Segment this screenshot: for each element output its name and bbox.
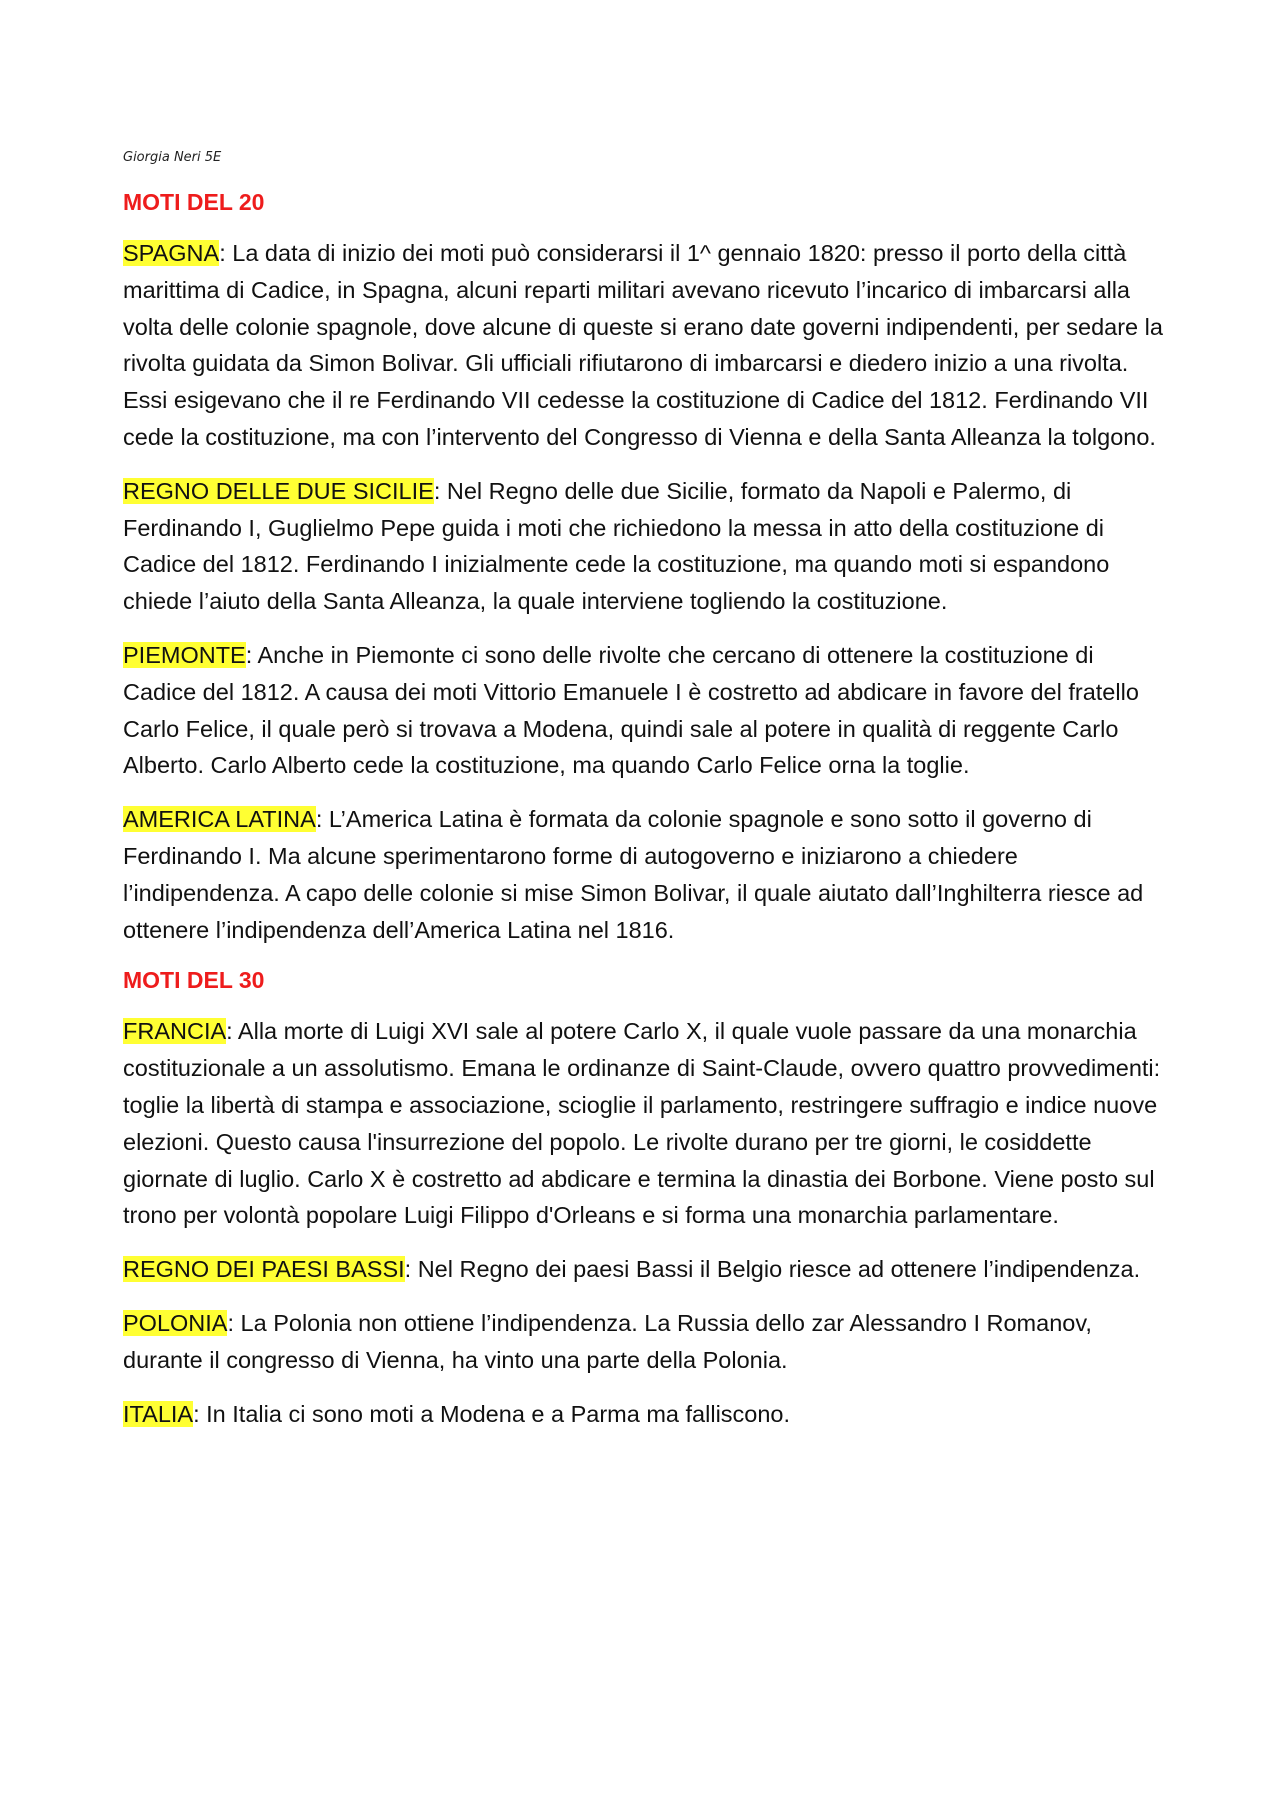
paragraph-spagna (123, 235, 1173, 456)
keyword-highlight: POLONIA (123, 1309, 228, 1336)
keyword-highlight: REGNO DEI PAESI BASSI (123, 1256, 405, 1283)
paragraph-text: : L’America Latina è formata da colonie spagnole e sono sotto il governo di Ferdinando I. Ma alcune sperimentarono forme di autogoverno e iniziarono a chiedere l’indipendenza. A capo delle colonie si mise Simon Bolivar, il quale aiutato dall’Inghilterra riesce ad ottenere l’indipendenza dell’America Latina nel 1816. (123, 806, 1144, 943)
keyword-highlight: SPAGNA (123, 240, 220, 266)
keyword-highlight: FRANCIA (123, 1018, 227, 1045)
paragraph-america-latina (123, 801, 1173, 948)
paragraph-text: : In Italia ci sono moti a Modena e a Parma ma falliscono. (193, 1400, 791, 1427)
document-page (123, 150, 1173, 1449)
paragraph-text: : Nel Regno dei paesi Bassi il Belgio riesce ad ottenere l’indipendenza. (404, 1256, 1141, 1283)
paragraph-regno-due-sicilie (123, 473, 1173, 620)
paragraph-piemonte (123, 637, 1173, 784)
paragraph-francia (123, 1013, 1173, 1234)
keyword-highlight: REGNO DELLE DUE SICILIE (123, 477, 434, 504)
keyword-highlight: AMERICA LATINA (123, 806, 316, 833)
keyword-highlight: PIEMONTE (123, 641, 246, 668)
section-title-moti-20: MOTI DEL 20 (123, 189, 265, 215)
paragraph-text: : Anche in Piemonte ci sono delle rivolte che cercano di ottenere la costituzione di Cadice del 1812. A causa dei moti Vittorio Emanuele I è costretto ad abdicare in favore del fratello Carlo Felice, il quale però si trovava a Modena, quindi sale al potere in qualità di reggente Carlo Alberto. Carlo Alberto cede la costituzione, ma quando Carlo Felice orna la toglie. (123, 641, 1139, 779)
paragraph-text: : La Polonia non ottiene l’indipendenza. La Russia dello zar Alessandro I Romanov, durante il congresso di Vienna, ha vinto una parte della Polonia. (123, 1309, 1092, 1373)
paragraph-regno-paesi-bassi (123, 1251, 1173, 1288)
paragraph-text: : Nel Regno delle due Sicilie, formato da Napoli e Palermo, di Ferdinando I, Guglielmo Pepe guida i moti che richiedono la messa in atto della costituzione di Cadice del 1812. Ferdinando I inizialmente cede la costituzione, ma quando moti si espandono chiede l’aiuto della Santa Alleanza, la quale interviene togliendo la costituzione. (123, 477, 1110, 615)
keyword-highlight: ITALIA (123, 1400, 194, 1427)
author-line: Giorgia Neri 5E (123, 150, 222, 165)
paragraph-text: : Alla morte di Luigi XVI sale al potere Carlo X, il quale vuole passare da una monarchia costituzionale a un assolutismo. Emana le ordinanze di Saint-Claude, ovvero quattro provvedimenti: toglie la libertà di stampa e associazione, scioglie il parlamento, restringere suffragio e indice nuove elezioni. Questo causa l'insurrezione del popolo. Le rivolte durano per tre giorni, le cosiddette giornate di luglio. Carlo X è costretto ad abdicare e termina la dinastia dei Borbone. Viene posto sul trono per volontà popolare Luigi Filippo d'Orleans e si forma una monarchia parlamentare. (123, 1018, 1161, 1229)
section-title-moti-30: MOTI DEL 30 (123, 967, 265, 994)
paragraph-polonia (123, 1305, 1173, 1379)
paragraph-text: : La data di inizio dei moti può considerarsi il 1^ gennaio 1820: presso il porto della città marittima di Cadice, in Spagna, alcuni reparti militari avevano ricevuto l’incarico di imbarcarsi alla volta delle colonie spagnole, dove alcune di queste si erano date governi indipendenti, per sedare la rivolta guidata da Simon Bolivar. Gli ufficiali rifiutarono di imbarcarsi e diedero inizio a una rivolta. Essi esigevano che il re Ferdinando VII cedesse la costituzione di Cadice del 1812. Ferdinando VII cede la costituzione, ma con l’intervento del Congresso di Vienna e della Santa Alleanza la tolgono. (123, 240, 1163, 450)
paragraph-italia (123, 1396, 1173, 1433)
